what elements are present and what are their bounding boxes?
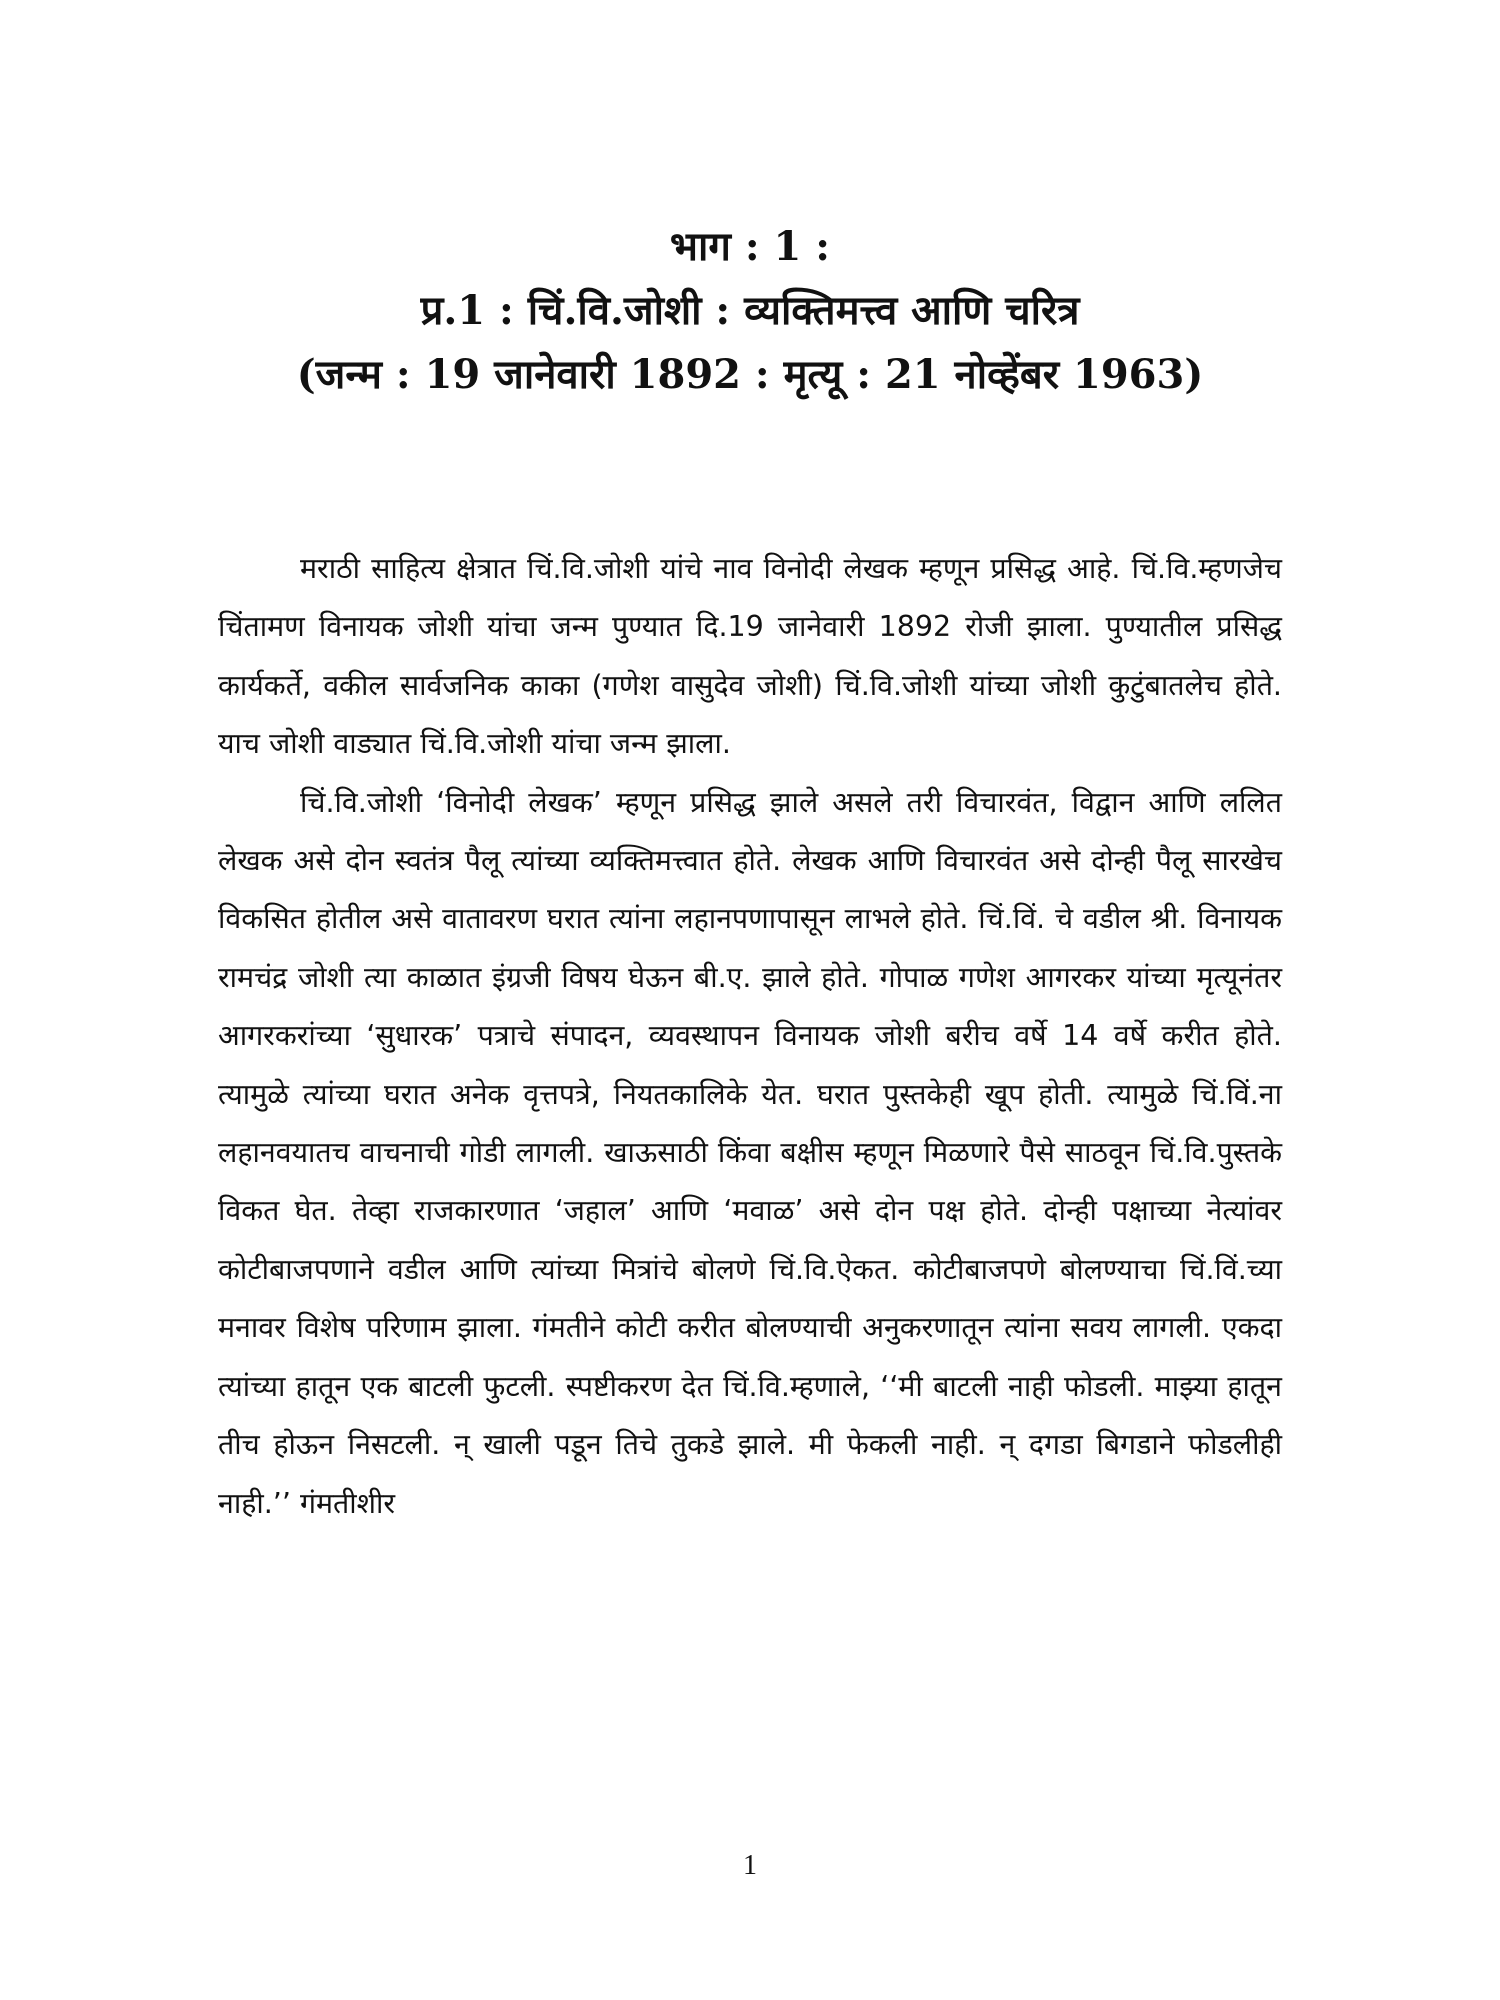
paragraph-2: चिं.वि.जोशी ‘विनोदी लेखक’ म्हणून प्रसिद्ध झाले असले तरी विचारवंत, विद्वान आणि ललित लेखक असे दोन स्वतंत्र पैलू त्यांच्या व्यक्तिमत्त्वात होते. लेखक आणि विचारवंत असे दोन्ही पैलू सारखेच विकसित होतील असे वातावरण घरात त्यांना लहानपणापासून लाभले होते. चिं.विं. चे वडील श्री. विनायक रामचंद्र जोशी त्या काळात इंग्रजी विषय घेऊन बी.ए. झाले होते. गोपाळ गणेश आगरकर यांच्या मृत्यूनंतर आगरकरांच्या ‘सुधारक’ पत्राचे संपादन, व्यवस्थापन विनायक जोशी बरीच वर्षे 14 वर्षे करीत होते. त्यामुळे त्यांच्या घरात अनेक वृत्तपत्रे, नियतकालिके येत. घरात पुस्तकेही खूप होती. त्यामुळे चिं.विं.ना लहानवयातच वाचनाची गोडी लागली. खाऊसाठी किंवा बक्षीस म्हणून मिळणारे पैसे साठवून चिं.वि.पुस्तके विकत घेत. तेव्हा राजकारणात ‘जहाल’ आणि ‘मवाळ’ असे दोन पक्ष होते. दोन्ही पक्षाच्या नेत्यांवर कोटीबाजपणाने वडील आणि त्यांच्या मित्रांचे बोलणे चिं.वि.ऐकत. कोटीबाजपणे बोलण्याचा चिं.विं.च्या मनावर विशेष परिणाम झाला. गंमतीने कोटी करीत बोलण्याची अनुकरणातून त्यांना सवय लागली. एकदा त्यांच्या हातून एक बाटली फुटली. स्पष्टीकरण देत चिं.वि.म्हणाले, ‘‘मी बाटली नाही फोडली. माझ्या हातून तीच होऊन निसटली. न् खाली पडून तिचे तुकडे झाले. मी फेकली नाही. न् दगडा बिगडाने फोडलीही नाही.’’ गंमतीशीर [218, 785, 1282, 1520]
body-text [218, 540, 1282, 1533]
chapter-title: प्र.1 : चिं.वि.जोशी : व्यक्तिमत्त्व आणि चरित्र [420, 287, 1080, 334]
paragraph-1: मराठी साहित्य क्षेत्रात चिं.वि.जोशी यांचे नाव विनोदी लेखक म्हणून प्रसिद्ध आहे. चिं.वि.म्हणजेच चिंतामण विनायक जोशी यांचा जन्म पुण्यात दि.19 जानेवारी 1892 रोजी झाला. पुण्यातील प्रसिद्ध कार्यकर्ते, वकील सार्वजनिक काका (गणेश वासुदेव जोशी) चिं.वि.जोशी यांच्या जोशी कुटुंबातलेच होते. याच जोशी वाड्यात चिं.वि.जोशी यांचा जन्म झाला. [218, 552, 1282, 761]
page-number: 1 [743, 1850, 757, 1881]
chapter-heading [0, 215, 1500, 407]
part-title: भाग : 1 : [669, 223, 831, 270]
life-dates: (जन्म : 19 जानेवारी 1892 : मृत्यू : 21 नोव्हेंबर 1963) [296, 351, 1204, 398]
